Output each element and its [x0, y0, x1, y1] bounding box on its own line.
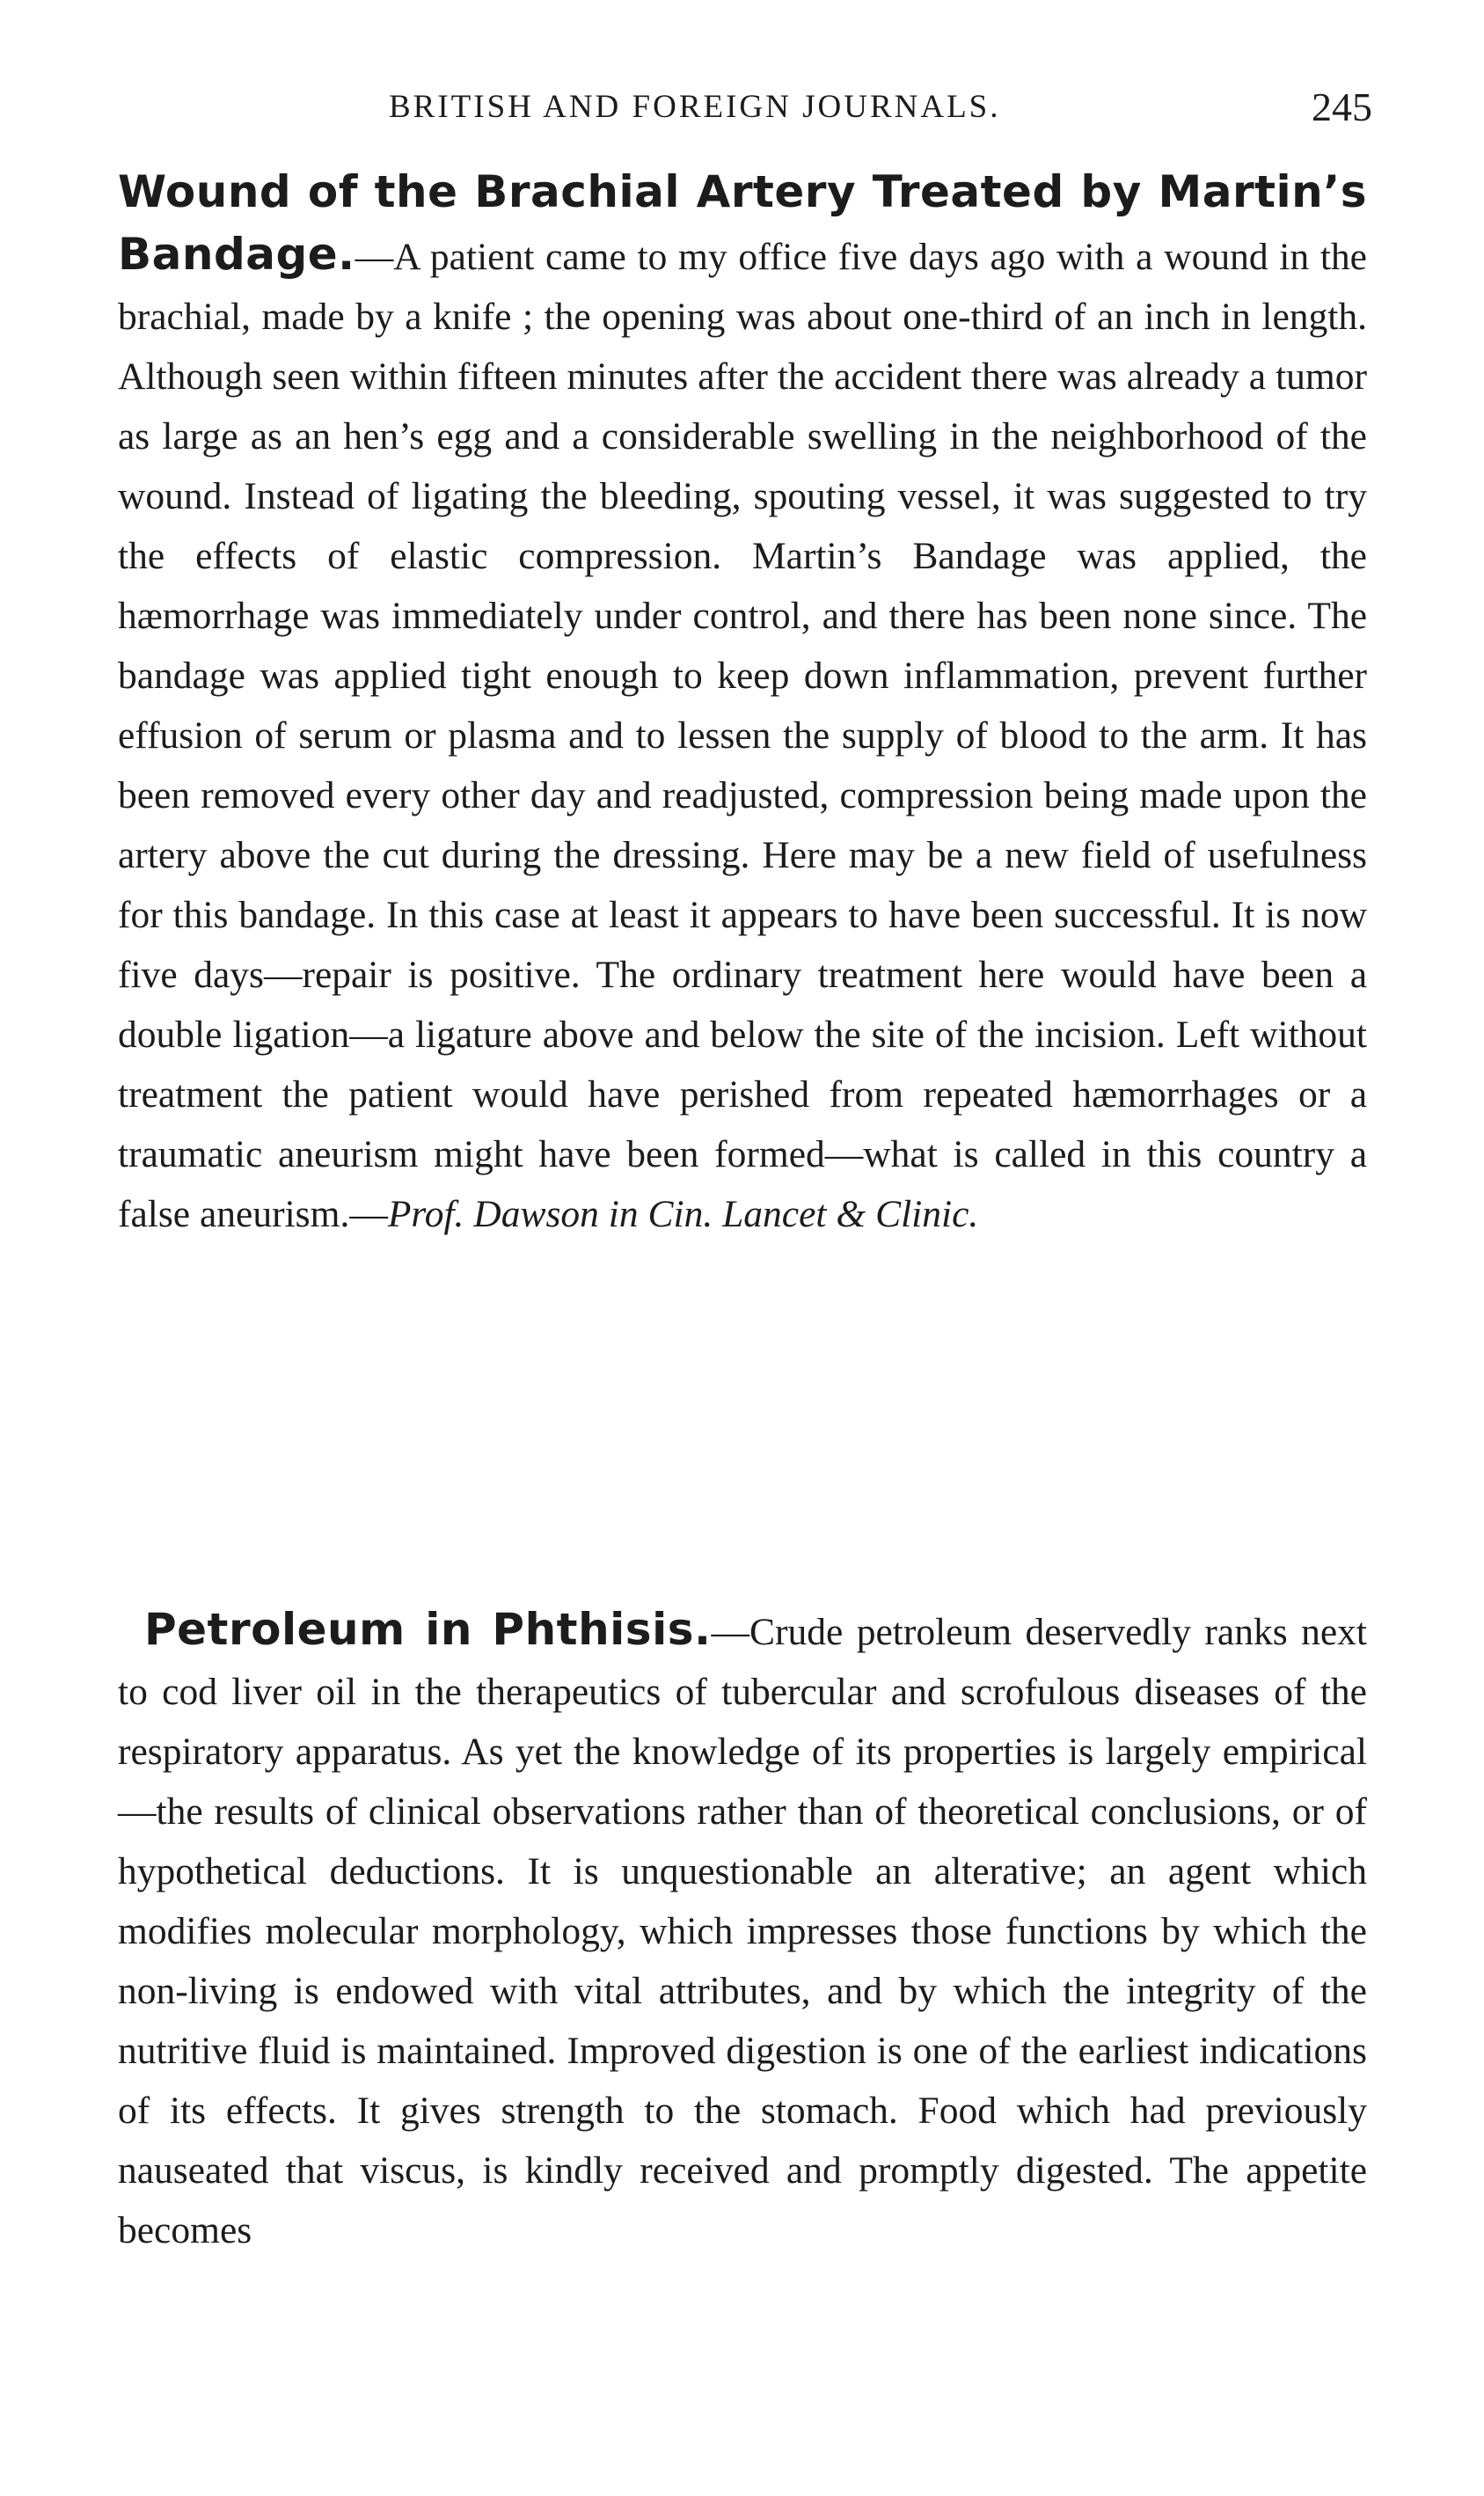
article-petroleum-phthisis — [118, 1599, 1367, 2260]
article-body: —A patient came to my office five days ago with a wound in the brachial, made by a knife ; the opening was about one-third of an inch in length. Although seen within fifteen minutes after the accident there was already a tumor as large as an hen’s egg and a considerable swelling in the neighborhood of the wound. Instead of ligating the bleeding, spouting vessel, it was suggested to try the effects of elastic compression. Martin’s Bandage was applied, the hæmorrhage was immediately under control, and there has been none since. The bandage was applied tight enough to keep down inflammation, prevent further effusion of serum or plasma and to lessen the supply of blood to the arm. It has been removed every other day and readjusted, compression being made upon the artery above the cut during the dressing. Here may be a new field of usefulness for this bandage. In this case at least it appears to have been successful. It is now five days—repair is positive. The ordinary treatment here would have been a double ligation—a ligature above and below the site of the incision. Left without treatment the patient would have perished from repeated hæmorrhages or a traumatic aneurism might have been formed—what is called in this country a false aneurism.— — [118, 236, 1367, 1235]
page-number: 245 — [1312, 84, 1372, 129]
article-citation: Prof. Dawson in Cin. Lancet & Clinic. — [387, 1193, 979, 1235]
article-headline: Petroleum in Phthisis. — [144, 1604, 712, 1655]
article-paragraph — [118, 1599, 1367, 2260]
article-brachial-artery — [118, 162, 1367, 1244]
running-title: BRITISH AND FOREIGN JOURNALS. — [389, 89, 1001, 125]
article-body: —Crude petroleum deservedly ranks next to cod liver oil in the therapeutics of tubercular and scrofulous diseases of the respiratory apparatus. As yet the knowledge of its properties is largely empirical—the results of clinical observations rather than of theoretical conclusions, or of hypothetical deductions. It is unquestionable an alterative; an agent which modifies molecular morphology, which impresses those functions by which the non-living is endowed with vital attributes, and by which the integrity of the nutritive fluid is maintained. Improved digestion is one of the earliest indications of its effects. It gives strength to the stomach. Food which had previously nauseated that viscus, is kindly received and promptly digested. The appetite becomes — [118, 1611, 1368, 2251]
article-paragraph — [118, 162, 1367, 1244]
running-head — [114, 81, 1372, 134]
article-headline: Wound of the Brachial Artery Treated by Martin’s Bandage. — [118, 166, 1367, 280]
